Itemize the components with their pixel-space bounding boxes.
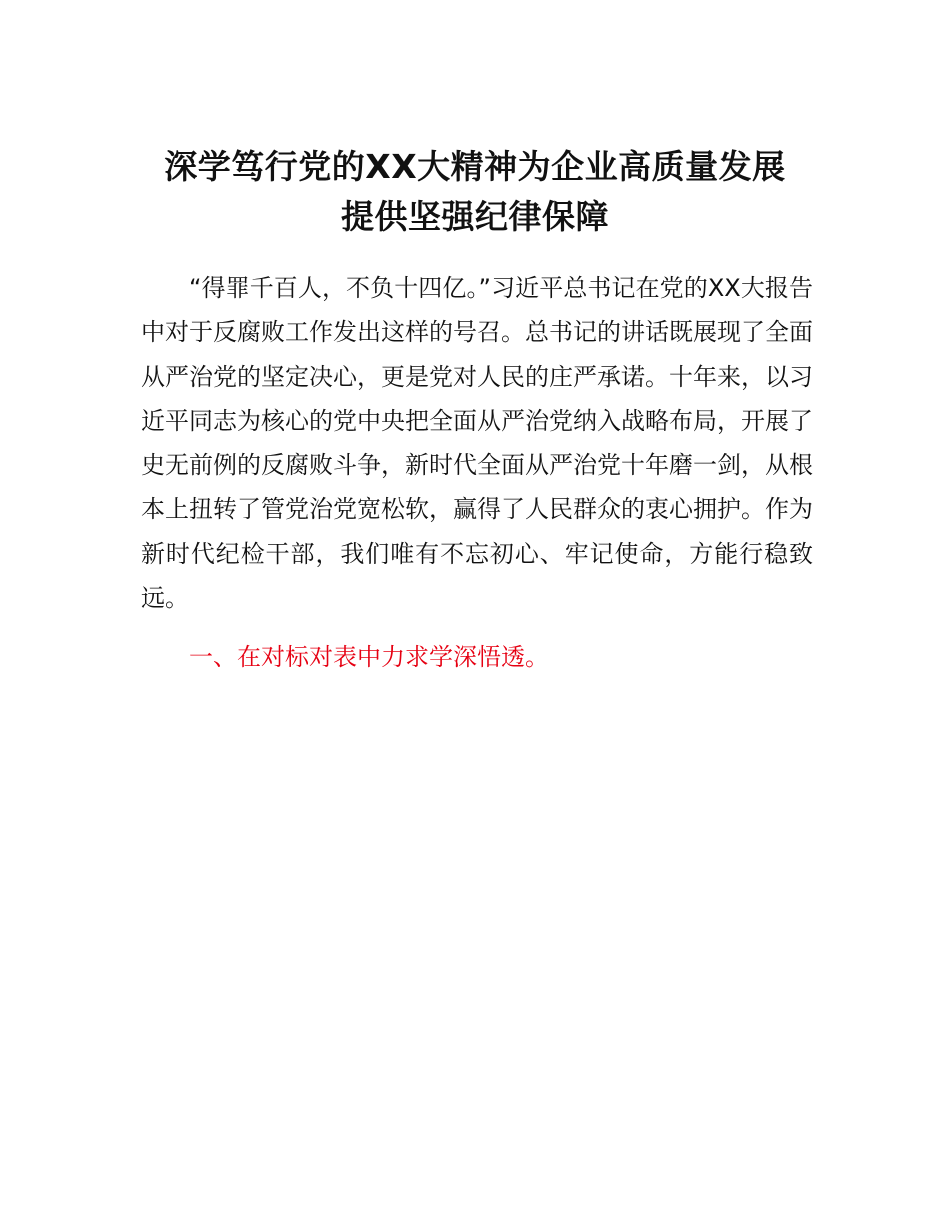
document-title-line-1: 深学笃行党的XX大精神为企业高质量发展: [164, 147, 786, 186]
document-title-line-2: 提供坚强纪律保障: [341, 197, 609, 236]
section-heading: 一、在对标对表中力求学深悟透。: [189, 643, 549, 671]
body-paragraph: “得罪千百人，不负十四亿。”习近平总书记在党的XX大报告中对于反腐败工作发出这样的号召。总书记的讲话既展现了全面从严治党的坚定决心，更是党对人民的庄严承诺。十年来，以习近平同志为核心的党中央把全面从严治党纳入战略布局，开展了史无前例的反腐败斗争，新时代全面从严治党十年磨一剑，从根本上扭转了管党治党宽松软，赢得了人民群众的衷心拥护。作为新时代纪检干部，我们唯有不忘初心、牢记使命，方能行稳致远。: [141, 274, 813, 613]
